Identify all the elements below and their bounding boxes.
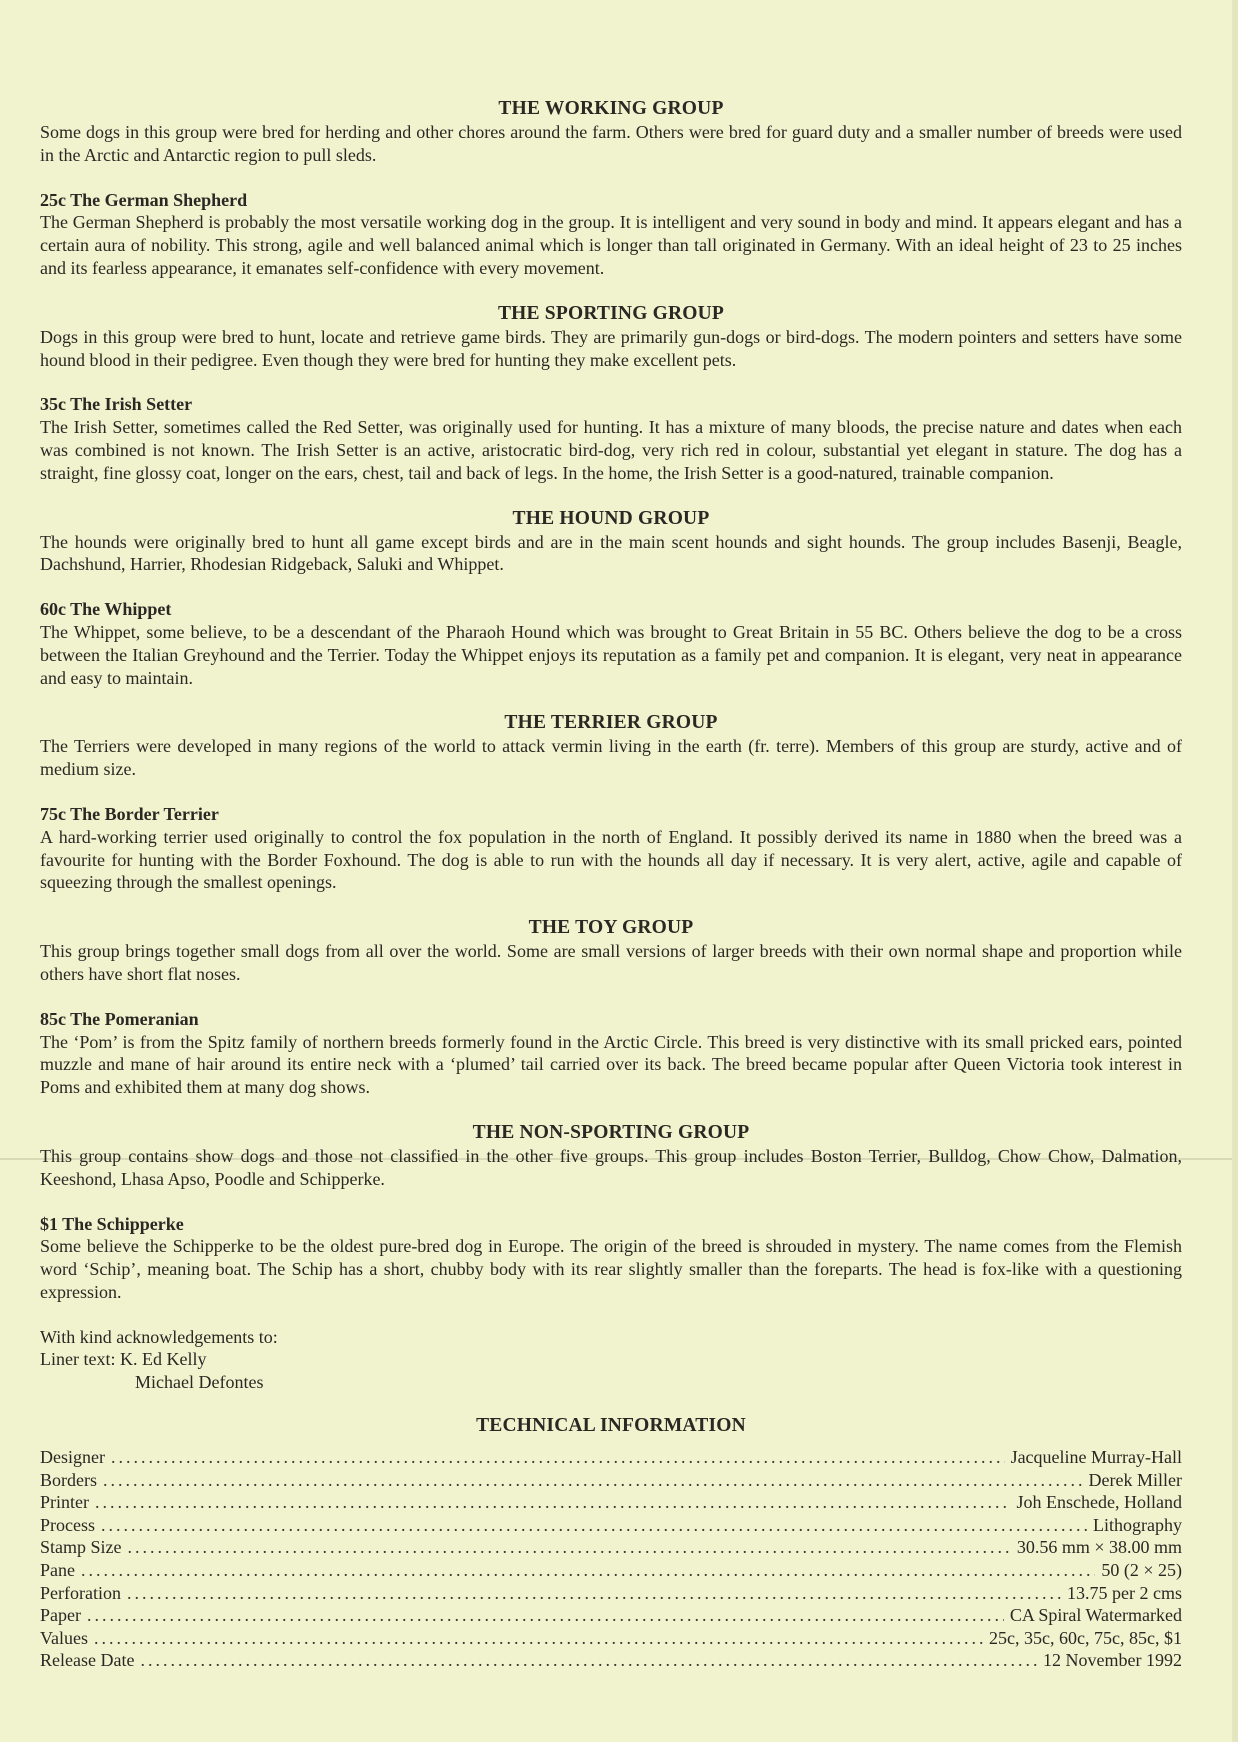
section-toy-group: [40, 916, 1182, 1099]
dot-leader: [81, 1559, 1095, 1582]
tech-row-release-date: [40, 1649, 1182, 1672]
document-page: [40, 97, 1182, 1672]
dot-leader: [111, 1446, 1005, 1469]
section-intro: This group brings together small dogs from all over the world. Some are small versions of larger breeds with their own normal shape and proportion while others have short flat noses.: [40, 941, 1182, 984]
stamp-entry-title: 25c The German Shepherd: [40, 189, 248, 210]
tech-value: Derek Miller: [1088, 1469, 1182, 1490]
tech-label: Stamp Size: [40, 1537, 122, 1558]
tech-row-perforation: [40, 1582, 1182, 1605]
tech-value: CA Spiral Watermarked: [1009, 1605, 1182, 1626]
tech-label: Paper: [40, 1605, 81, 1626]
tech-value: Lithography: [1093, 1514, 1182, 1535]
tech-row-pane: [40, 1559, 1182, 1582]
stamp-entry-text: The Whippet, some believe, to be a descendant of the Pharaoh Hound which was brought to Great Britain in 55 BC. Others believe the dog to be a cross between the Italian Greyhound and the Terrier. Today the Whippet enjoys its reputation as a family pet and companion. It is elegant, very neat in appearance and easy to maintain.: [40, 621, 1182, 688]
acknowledgements: [40, 1326, 1182, 1394]
ack-heading: With kind acknowledgements to:: [40, 1326, 278, 1347]
tech-value: Jacqueline Murray-Hall: [1010, 1447, 1182, 1468]
section-heading: THE HOUND GROUP: [512, 507, 710, 529]
tech-row-borders: [40, 1469, 1182, 1492]
tech-row-designer: [40, 1446, 1182, 1469]
stamp-entry-title: 60c The Whippet: [40, 599, 172, 620]
dot-leader: [95, 1491, 1011, 1514]
section-terrier-group: [40, 711, 1182, 894]
tech-label: Values: [40, 1627, 88, 1648]
section-intro: The Terriers were developed in many regions of the world to attack vermin living in the earth (fr. terre). Members of this group are sturdy, active and of medium size.: [40, 736, 1182, 780]
dot-leader: [101, 1514, 1087, 1537]
tech-row-values: [40, 1627, 1182, 1650]
tech-value: 50 (2 × 25): [1101, 1560, 1182, 1581]
dot-leader: [94, 1627, 983, 1650]
tech-row-process: [40, 1514, 1182, 1537]
tech-row-stamp-size: [40, 1536, 1182, 1559]
tech-label: Printer: [40, 1492, 89, 1513]
tech-value: Joh Enschede, Holland: [1016, 1492, 1182, 1513]
tech-value: 30.56 mm × 38.00 mm: [1016, 1537, 1182, 1558]
section-hound-group: [40, 507, 1182, 690]
stamp-entry-title: 35c The Irish Setter: [40, 394, 193, 415]
tech-label: Perforation: [40, 1582, 121, 1603]
ack-liner-text: Liner text: K. Ed Kelly: [40, 1349, 207, 1370]
stamp-entry-text: A hard-working terrier used originally to control the fox population in the north of England. It possibly derived its name in 1880 when the breed was a favourite for hunting with the Border Foxhound. The dog is able to run with the hounds all day if necessary. It is very alert, active, agile and capable of squeezing through the smallest openings.: [40, 826, 1182, 893]
tech-row-paper: [40, 1604, 1182, 1627]
dot-leader: [103, 1469, 1083, 1492]
section-non-sporting-group: [40, 1121, 1182, 1304]
tech-value: 13.75 per 2 cms: [1067, 1582, 1182, 1603]
stamp-entry-title: $1 The Schipperke: [40, 1213, 184, 1234]
dot-leader: [128, 1536, 1011, 1559]
stamp-entry-text: The German Shepherd is probably the most versatile working dog in the group. It is intelligent and very sound in body and mind. It appears elegant and has a certain aura of nobility. This strong, agile and well balanced animal which is longer than tall originated in Germany. With an ideal height of 23 to 25 inches and its fearless appearance, it emanates self-confidence with every movement.: [40, 212, 1182, 278]
tech-value: 12 November 1992: [1043, 1650, 1182, 1671]
section-working-group: [40, 97, 1182, 280]
technical-table: [40, 1446, 1182, 1672]
section-heading: THE TERRIER GROUP: [504, 712, 718, 734]
paper-edge: [1232, 0, 1238, 1742]
technical-information: [40, 1414, 1182, 1672]
tech-label: Pane: [40, 1560, 75, 1581]
technical-heading: TECHNICAL INFORMATION: [476, 1415, 746, 1437]
tech-label: Process: [40, 1514, 95, 1535]
section-heading: THE WORKING GROUP: [498, 98, 724, 119]
tech-value: 25c, 35c, 60c, 75c, 85c, $1: [989, 1627, 1182, 1648]
stamp-entry-text: The ‘Pom’ is from the Spitz family of northern breeds formerly found in the Arctic Circle. This breed is very distinctive with its small pricked ears, pointed muzzle and mane of hair around its entire neck with a ‘plumed’ tail carried over its back. The breed became popular after Queen Victoria took interest in Poms and exhibited them at many dog shows.: [40, 1031, 1182, 1098]
section-intro: Dogs in this group were bred to hunt, locate and retrieve game birds. They are primarily gun-dogs or bird-dogs. The modern pointers and setters have some hound blood in their pedigree. Even though they were bred for hunting they make excellent pets.: [40, 326, 1182, 370]
section-heading: THE NON-SPORTING GROUP: [472, 1121, 750, 1143]
section-intro: Some dogs in this group were bred for herding and other chores around the farm. Others were bred for guard duty and a smaller number of breeds were used in the Arctic and Antarctic region to pull sleds.: [40, 122, 1182, 165]
section-intro: This group contains show dogs and those not classified in the other five groups. This group includes Boston Terrier, Bulldog, Chow Chow, Dalmation, Keeshond, Lhasa Apso, Poodle and Schipperke.: [40, 1145, 1182, 1189]
tech-label: Release Date: [40, 1650, 135, 1671]
tech-row-printer: [40, 1491, 1182, 1514]
tech-label: Borders: [40, 1469, 97, 1490]
dot-leader: [140, 1649, 1037, 1672]
stamp-entry-title: 75c The Border Terrier: [40, 803, 219, 824]
dot-leader: [87, 1604, 1004, 1627]
stamp-entry-text: The Irish Setter, sometimes called the Red Setter, was originally used for hunting. It has a mixture of many bloods, the precise nature and dates when each was combined is not known. The Irish Setter is an active, aristocratic bird-dog, very rich red in colour, substantial yet elegant in stature. The dog has a straight, fine glossy coat, longer on the ears, chest, tail and back of legs. In the home, the Irish Setter is a good-natured, trainable companion.: [40, 417, 1182, 483]
stamp-entry-text: Some believe the Schipperke to be the oldest pure-bred dog in Europe. The origin of the breed is shrouded in mystery. The name comes from the Flemish word ‘Schip’, meaning boat. The Schip has a short, chubby body with its rear slightly smaller than the foreparts. The head is fox-like with a questioning expression.: [40, 1236, 1182, 1302]
section-heading: THE SPORTING GROUP: [497, 302, 725, 324]
ack-author: Michael Defontes: [135, 1372, 264, 1393]
section-sporting-group: [40, 302, 1182, 485]
stamp-entry-title: 85c The Pomeranian: [40, 1008, 199, 1029]
dot-leader: [127, 1582, 1061, 1605]
tech-label: Designer: [40, 1447, 105, 1468]
section-intro: The hounds were originally bred to hunt all game except birds and are in the main scent hounds and sight hounds. The group includes Basenji, Beagle, Dachshund, Harrier, Rhodesian Ridgeback, Saluki and Whippet.: [40, 531, 1182, 575]
section-heading: THE TOY GROUP: [528, 917, 694, 939]
